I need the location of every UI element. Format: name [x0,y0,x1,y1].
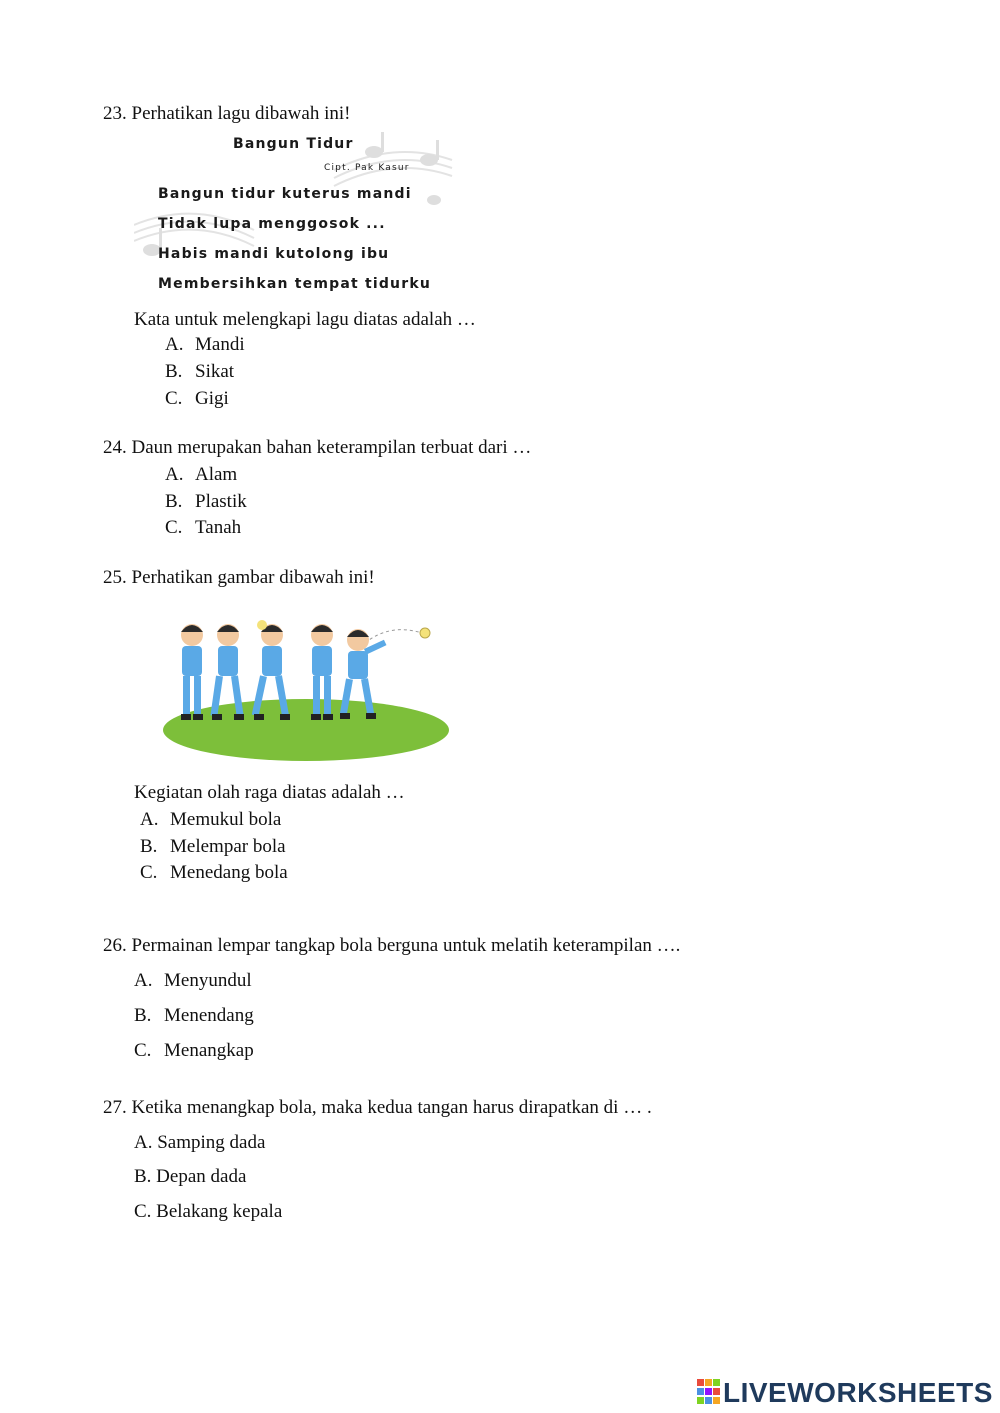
option-letter: A. [165,334,184,355]
q27-option-a[interactable]: A. Samping dada [134,1132,266,1153]
liveworksheets-logo-icon [697,1379,721,1407]
option-letter: C. [134,1040,152,1061]
q27-question: 27. Ketika menangkap bola, maka kedua tangan harus dirapatkan di … . [103,1097,652,1118]
option-letter: C. [165,517,183,538]
q23-question: 23. Perhatikan lagu dibawah ini! [103,103,351,124]
q23-option-a[interactable] [165,334,245,356]
option-letter: A. [134,970,153,991]
option-letter: A. [140,809,159,830]
throwing-illustration [160,615,455,765]
q24-question: 24. Daun merupakan bahan keterampilan terbuat dari … [103,437,532,458]
song-line: Tidak lupa menggosok ... [158,216,386,232]
q27-option-c[interactable]: C. Belakang kepala [134,1201,283,1222]
option-text: Alam [195,464,238,485]
option-letter: B. [165,361,183,382]
kids-throwing-ball-icon [160,615,455,765]
option-letter: A. [165,464,184,485]
option-letter: B. [140,836,158,857]
option-text: Gigi [195,388,229,409]
option-letter: C. [140,862,158,883]
q24-option-a[interactable] [165,464,237,486]
q25-option-a[interactable] [140,809,281,831]
brand-name: LIVEWORKSHEETS [723,1377,993,1408]
song-author: Cipt. Pak Kasur [324,163,410,173]
q25-question: 25. Perhatikan gambar dibawah ini! [103,567,375,588]
option-letter: B. [134,1005,152,1026]
music-notes-icon [134,130,454,300]
q24-option-b[interactable] [165,491,247,513]
q26-option-c[interactable] [134,1040,254,1062]
song-line: Bangun tidur kuterus mandi [158,186,412,202]
q24-option-c[interactable] [165,517,241,539]
q26-question: 26. Permainan lempar tangkap bola berguna untuk melatih keterampilan …. [103,935,681,956]
option-letter: C. [165,388,183,409]
q23-option-b[interactable] [165,361,234,383]
option-text: Menangkap [164,1040,254,1061]
q27-option-b[interactable]: B. Depan dada [134,1166,247,1187]
option-text: Memukul bola [170,809,282,830]
option-text: Tanah [195,517,242,538]
option-text: Menendang [164,1005,254,1026]
option-text: Mandi [195,334,245,355]
q23-option-c[interactable] [165,388,229,410]
q23-prompt: Kata untuk melengkapi lagu diatas adalah … [134,309,476,330]
song-title: Bangun Tidur [233,136,354,152]
option-text: Plastik [195,491,247,512]
option-text: Sikat [195,361,235,382]
q26-option-b[interactable] [134,1005,254,1027]
q26-option-a[interactable] [134,970,252,992]
q25-option-c[interactable] [140,862,288,884]
song-line: Membersihkan tempat tidurku [158,276,432,292]
q25-option-b[interactable] [140,836,286,858]
q25-prompt: Kegiatan olah raga diatas adalah … [134,782,405,803]
option-text: Menyundul [164,970,252,991]
song-image [134,130,454,300]
song-line: Habis mandi kutolong ibu [158,246,390,262]
option-text: Menedang bola [170,862,288,883]
option-letter: B. [165,491,183,512]
option-text: Melempar bola [170,836,286,857]
